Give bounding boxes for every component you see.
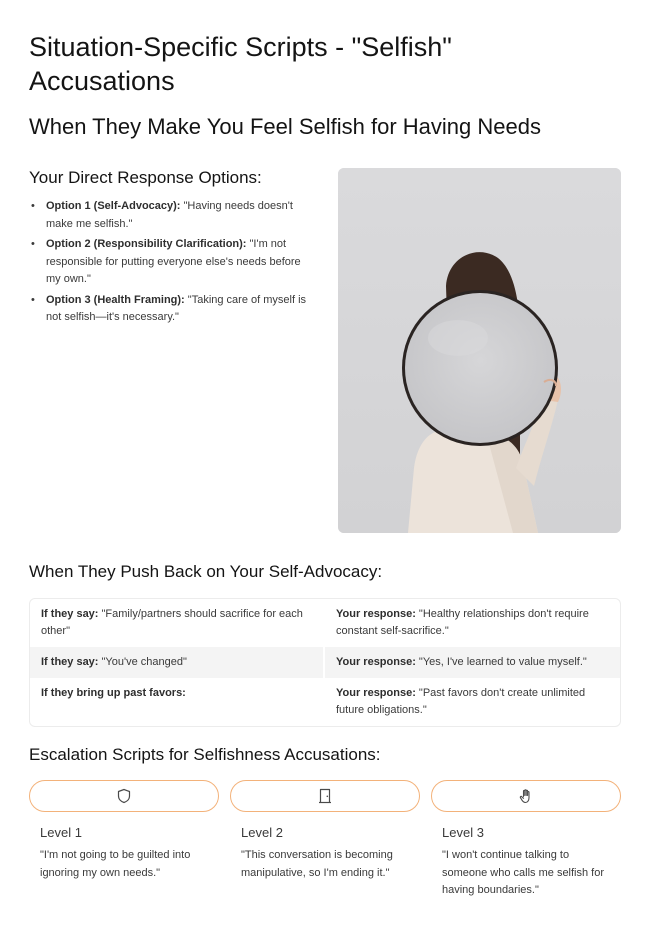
escalation-level-3: [431, 780, 621, 900]
level-icon-box: [431, 780, 621, 812]
cell-label: Your response:: [336, 656, 416, 668]
pushback-heading: When They Push Back on Your Self-Advocacy:: [29, 562, 383, 581]
table-row: [30, 678, 620, 726]
option-text: "I'm not responsible for putting everyone else's needs before my own.": [46, 238, 301, 285]
cell-text: "Yes, I've learned to value myself.": [415, 656, 587, 668]
page-title: Situation-Specific Scripts - "Selfish" Accusations: [29, 32, 452, 96]
section-subtitle: When They Make You Feel Selfish for Having Needs: [29, 114, 541, 139]
level-icon-box: [230, 780, 420, 812]
level-icon-box: [29, 780, 219, 812]
cell-label: Your response:: [336, 608, 416, 620]
table-cell: [325, 647, 620, 678]
response-options-list: [29, 198, 311, 330]
cell-label: If they say:: [41, 608, 99, 620]
option-label: Option 1 (Self-Advocacy):: [46, 200, 181, 212]
table-cell: [30, 678, 325, 726]
woman-holding-mirror-illustration: [338, 168, 621, 533]
option-text: "Taking care of myself is not selfish—it's necessary.": [46, 293, 307, 323]
cell-text: "Healthy relationships don't require constant self-sacrifice.": [336, 608, 589, 637]
level-script: "I'm not going to be guilted into ignoring my own needs.": [40, 849, 191, 879]
cell-label: Your response:: [336, 687, 416, 699]
table-row: [30, 647, 620, 678]
direct-responses-heading: Your Direct Response Options:: [29, 168, 262, 187]
cell-text: "Past favors don't create unlimited future obligations.": [336, 687, 586, 716]
list-item: [29, 198, 311, 233]
shield-icon: [116, 788, 132, 804]
cell-text: "You've changed": [98, 656, 187, 668]
table-row: [30, 599, 620, 647]
level-title: Level 2: [241, 825, 283, 840]
table-cell: [325, 678, 620, 726]
level-title: Level 3: [442, 825, 484, 840]
escalation-level-2: [230, 780, 420, 900]
cell-text: "Family/partners should sacrifice for each other": [41, 608, 303, 637]
level-script: "This conversation is becoming manipulative, so I'm ending it.": [241, 849, 393, 879]
escalation-level-1: [29, 780, 219, 900]
level-title: Level 1: [40, 825, 82, 840]
list-item: [29, 292, 311, 327]
pushback-table: [29, 598, 621, 727]
option-label: Option 2 (Responsibility Clarification):: [46, 238, 247, 250]
cell-label: If they bring up past favors:: [41, 687, 186, 699]
level-script: "I won't continue talking to someone who calls me selfish for having boundaries.": [442, 849, 605, 896]
option-text: "Having needs doesn't make me selfish.": [46, 200, 293, 230]
table-cell: [325, 599, 620, 647]
escalation-levels: [29, 780, 621, 900]
hand-icon: [518, 788, 534, 804]
table-cell: [30, 599, 325, 647]
door-icon: [317, 788, 333, 804]
mirror-photo: [338, 168, 621, 533]
list-item: [29, 236, 311, 289]
option-label: Option 3 (Health Framing):: [46, 293, 185, 306]
escalation-heading: Escalation Scripts for Selfishness Accusations:: [29, 745, 381, 764]
table-cell: [30, 647, 325, 678]
cell-label: If they say:: [41, 656, 99, 668]
